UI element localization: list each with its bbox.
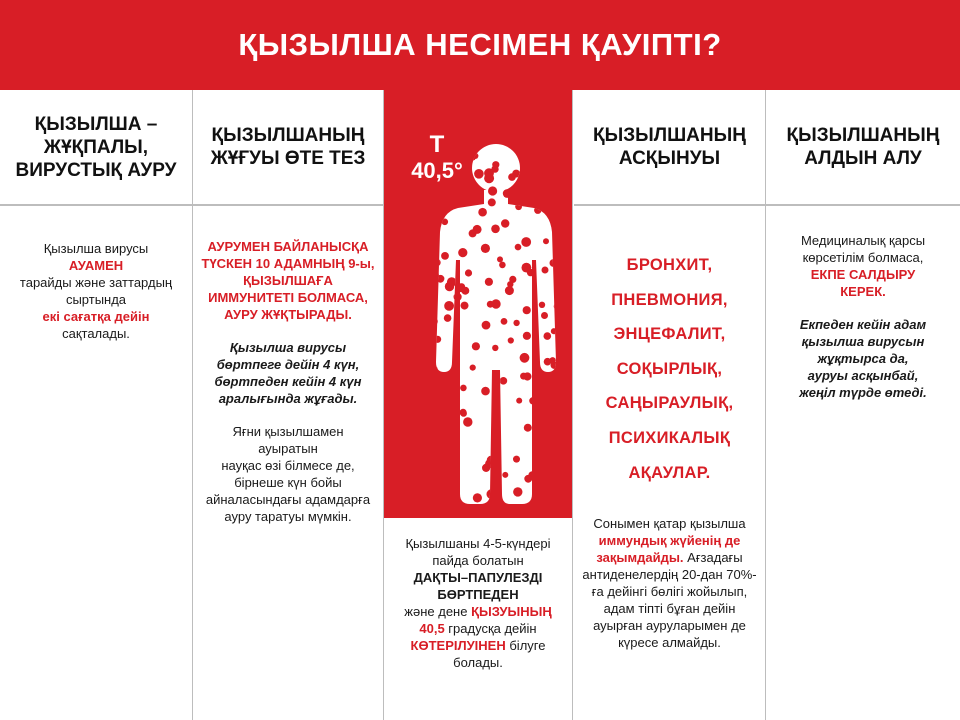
- rash-spot: [534, 207, 541, 214]
- rash-spot: [508, 173, 516, 181]
- rash-spot: [430, 318, 438, 326]
- rash-spot: [472, 153, 478, 159]
- highlight-text: АУРУМЕН БАЙЛАНЫСҚА: [207, 239, 369, 254]
- rash-spot: [524, 424, 532, 432]
- rash-spot: [520, 373, 527, 380]
- column-header: [193, 90, 383, 205]
- highlight-text: КЕРЕК.: [840, 284, 886, 299]
- highlight-text: АУРУ ЖҰҚТЫРАДЫ.: [224, 307, 352, 322]
- text-line: айналасындағы адамдарға: [205, 492, 371, 507]
- rash-spot: [442, 219, 449, 226]
- italic-text: аралығында жұғады.: [218, 391, 358, 406]
- rash-spot: [448, 202, 454, 208]
- highlight-text: зақымдайды.: [596, 550, 684, 565]
- rash-spot: [484, 168, 494, 178]
- rash-spot: [523, 332, 531, 340]
- rash-spot: [539, 302, 545, 308]
- text-line: көрсетілім болмаса,: [802, 250, 924, 265]
- italic-text: жеңіл түрде өтеді.: [799, 385, 927, 400]
- column-symptoms: [383, 90, 573, 720]
- temperature-value: 40,5°: [411, 158, 463, 183]
- rash-spot: [460, 409, 467, 416]
- text-line: Қызылшаны 4-5-күндері: [405, 536, 551, 551]
- rash-spot: [497, 256, 503, 262]
- rash-spot: [461, 161, 468, 168]
- rash-spot: [492, 468, 501, 477]
- rash-spot: [535, 446, 542, 453]
- rash-spot: [434, 336, 441, 343]
- highlight-text: 40,5: [419, 621, 445, 636]
- complication-item: САҢЫРАУЛЫҚ,: [605, 394, 734, 413]
- bold-text: ДАҚТЫ–ПАПУЛЕЗДІ: [413, 570, 543, 585]
- rash-spot: [548, 431, 556, 439]
- text-line: градусқа дейін: [444, 621, 537, 636]
- text-line: Ағзадағы: [683, 550, 743, 565]
- complication-item: СОҚЫРЛЫҚ,: [616, 359, 723, 378]
- rash-spot: [509, 276, 516, 283]
- header-line: ВИРУСТЫҚ АУРУ: [15, 159, 177, 181]
- rash-spot: [435, 479, 445, 489]
- complication-item: ЭНЦЕФАЛИТ,: [613, 325, 726, 344]
- rash-spot: [461, 302, 469, 310]
- complications-list: [574, 248, 765, 490]
- text-line: ауру таратуы мүмкін.: [224, 509, 352, 524]
- text-line: ға дейінгі бөлігі жойылып,: [591, 584, 748, 599]
- rash-spot: [500, 377, 508, 385]
- highlight-text: КӨТЕРІЛУІНЕН: [410, 638, 506, 653]
- column-complications: [574, 90, 765, 720]
- column-text: [574, 515, 765, 651]
- italic-text: бөртпеге дейін 4 күн,: [216, 357, 360, 372]
- rash-spot: [501, 318, 508, 325]
- text-line: адам тіпті бұған дейін: [603, 601, 736, 616]
- text-line: Медициналық қарсы: [800, 233, 926, 248]
- italic-text: Екпеден кейін адам: [799, 317, 927, 332]
- complication-item: БРОНХИТ,: [626, 256, 713, 274]
- italic-text: Қызылша вирусы: [229, 340, 347, 355]
- rash-spot: [520, 353, 530, 363]
- rash-spot: [440, 150, 448, 158]
- rash-spot: [441, 252, 449, 260]
- rash-spot: [543, 238, 549, 244]
- rash-spot: [482, 464, 490, 472]
- rash-spot: [431, 271, 439, 279]
- rash-spot: [487, 301, 494, 308]
- rash-spot: [505, 286, 514, 295]
- rash-spot: [513, 320, 519, 326]
- header-line: АСҚЫНУЫ: [618, 148, 721, 169]
- rash-spot: [541, 484, 549, 492]
- rash-spot: [549, 357, 556, 364]
- italic-text: қызылша вирусын: [801, 334, 925, 349]
- rash-spot: [516, 398, 522, 404]
- highlight-text: екі сағатқа дейін: [42, 309, 150, 324]
- header-line: ҚЫЗЫЛШАНЫҢ: [593, 125, 746, 146]
- rash-spot: [445, 404, 454, 413]
- column-header: [0, 90, 192, 205]
- text-line: науқас өзі білмесе де,: [221, 458, 355, 473]
- text-line: пайда болатын: [432, 553, 524, 568]
- rash-spot: [482, 321, 491, 330]
- header-line: АЛДЫН АЛУ: [804, 148, 922, 169]
- highlight-text: ТҮСКЕН 10 АДАМНЫҢ 9-ы,: [201, 256, 375, 271]
- rash-spot: [488, 186, 497, 195]
- column-prevention: [766, 90, 960, 720]
- column-text: [384, 535, 572, 671]
- column-header: [766, 90, 960, 205]
- rash-spot: [447, 277, 457, 287]
- rash-spot: [542, 267, 549, 274]
- rash-spot: [441, 476, 448, 483]
- rash-spot: [512, 192, 519, 199]
- rash-spot: [499, 262, 506, 269]
- highlight-text: ҚЫЗЫЛШАҒА: [243, 273, 333, 288]
- rash-spot: [554, 447, 563, 456]
- rash-spot: [458, 248, 467, 257]
- text-line: білуге: [505, 638, 546, 653]
- rash-spot: [508, 337, 514, 343]
- rash-spot: [478, 208, 487, 217]
- header-line: ЖҰҚПАЛЫ,: [43, 136, 149, 158]
- text-line: антиденелердің 20-дан 70%-: [582, 567, 757, 582]
- complication-item: ПСИХИКАЛЫҚ: [608, 428, 731, 447]
- rash-spot: [469, 229, 477, 237]
- text-line: сақталады.: [62, 326, 130, 341]
- rash-spot: [502, 472, 508, 478]
- text-line: Қызылша вирусы: [43, 241, 149, 256]
- header-line: ҚЫЗЫЛШАНЫҢ: [211, 125, 365, 146]
- rash-spot: [431, 414, 439, 422]
- rash-spot: [440, 458, 448, 466]
- rash-spot: [551, 328, 557, 334]
- rash-spot: [554, 303, 561, 310]
- column-text: [766, 232, 960, 401]
- rash-spot: [492, 345, 498, 351]
- rash-spot: [487, 489, 497, 499]
- rash-spot: [523, 306, 531, 314]
- rash-spot: [470, 365, 476, 371]
- rash-spot: [543, 180, 551, 188]
- text-line: ауырған ауруларымен де: [593, 618, 746, 633]
- rash-spot: [431, 366, 437, 372]
- rash-spot: [501, 219, 509, 227]
- rash-spot: [450, 473, 458, 481]
- rash-spot: [459, 283, 465, 289]
- rash-spot: [524, 475, 532, 483]
- rash-spot: [441, 167, 448, 174]
- rash-spot: [441, 201, 449, 209]
- text-line: және дене: [404, 604, 472, 619]
- rash-spot: [461, 186, 468, 193]
- italic-text: бөртпеден кейін 4 күн: [214, 374, 362, 389]
- rash-spot: [550, 259, 558, 267]
- rash-spot: [522, 263, 532, 273]
- text-line: Яғни қызылшамен ауыратын: [232, 424, 344, 456]
- header-divider: [0, 205, 383, 206]
- text-line: болады.: [453, 655, 503, 670]
- header-line: ҚЫЗЫЛША –: [34, 113, 158, 135]
- human-rash-figure: [384, 90, 574, 518]
- rash-spot: [541, 312, 548, 319]
- header-divider: [574, 205, 960, 206]
- highlight-text: ЕКПЕ САЛДЫРУ: [810, 267, 916, 282]
- temperature-letter: Т: [429, 131, 445, 158]
- rash-spot: [463, 417, 472, 426]
- italic-text: жұқтырса да,: [817, 351, 909, 366]
- header-line: ҚЫЗЫЛШАНЫҢ: [786, 125, 940, 146]
- rash-spot: [450, 142, 459, 151]
- rash-spot: [433, 259, 440, 266]
- rash-spot: [474, 169, 484, 179]
- rash-spot: [488, 198, 496, 206]
- rash-spot: [449, 396, 458, 405]
- rash-spot: [460, 385, 467, 392]
- column-header: [574, 90, 765, 205]
- text-line: Сонымен қатар қызылша: [593, 516, 746, 531]
- bold-text: БӨРТПЕДЕН: [437, 587, 519, 602]
- highlight-text: иммундық жүйенің де: [598, 533, 741, 548]
- highlight-text: ИММУНИТЕТІ БОЛМАСА,: [208, 290, 368, 305]
- page-title: ҚЫЗЫЛША НЕСІМЕН ҚАУІПТІ?: [0, 0, 960, 90]
- rash-spot: [465, 269, 472, 276]
- rash-spot: [515, 244, 522, 251]
- rash-spot: [472, 342, 480, 350]
- rash-spot: [515, 203, 522, 210]
- complication-item: ПНЕВМОНИЯ,: [611, 290, 728, 309]
- rash-spot: [550, 475, 559, 484]
- rash-spot: [513, 487, 522, 496]
- column-fast-spread: [193, 90, 383, 720]
- rash-spot: [553, 370, 562, 379]
- rash-spot: [485, 278, 493, 286]
- column-text: [193, 238, 383, 525]
- rash-spot: [481, 387, 490, 396]
- rash-spot: [454, 293, 462, 301]
- rash-spot: [444, 301, 454, 311]
- highlight-text: АУАМЕН: [68, 258, 124, 273]
- rash-spot: [491, 225, 500, 234]
- header-line: ЖҰҒУЫ ӨТЕ ТЕЗ: [210, 148, 366, 169]
- rash-spot: [444, 314, 452, 322]
- column-text: [0, 240, 192, 342]
- rash-spot: [481, 244, 490, 253]
- rash-spot: [529, 397, 536, 404]
- italic-text: ауруы асқынбай,: [807, 368, 919, 383]
- text-line: сыртында: [65, 292, 127, 307]
- rash-spot: [473, 493, 482, 502]
- text-line: тарайды және заттардың: [19, 275, 173, 290]
- rash-spot: [513, 456, 520, 463]
- rash-spot: [555, 380, 562, 387]
- rash-spot: [437, 275, 445, 283]
- text-line: бірнеше күн бойы: [234, 475, 342, 490]
- complication-item: АҚАУЛАР.: [628, 463, 711, 482]
- rash-spot: [445, 465, 454, 474]
- highlight-text: ҚЫЗУЫНЫҢ: [471, 604, 552, 619]
- rash-spot: [544, 332, 552, 340]
- column-infectious: [0, 90, 192, 720]
- rash-spot: [503, 189, 512, 198]
- text-line: күресе алмайды.: [618, 635, 721, 650]
- rash-spot: [521, 237, 531, 247]
